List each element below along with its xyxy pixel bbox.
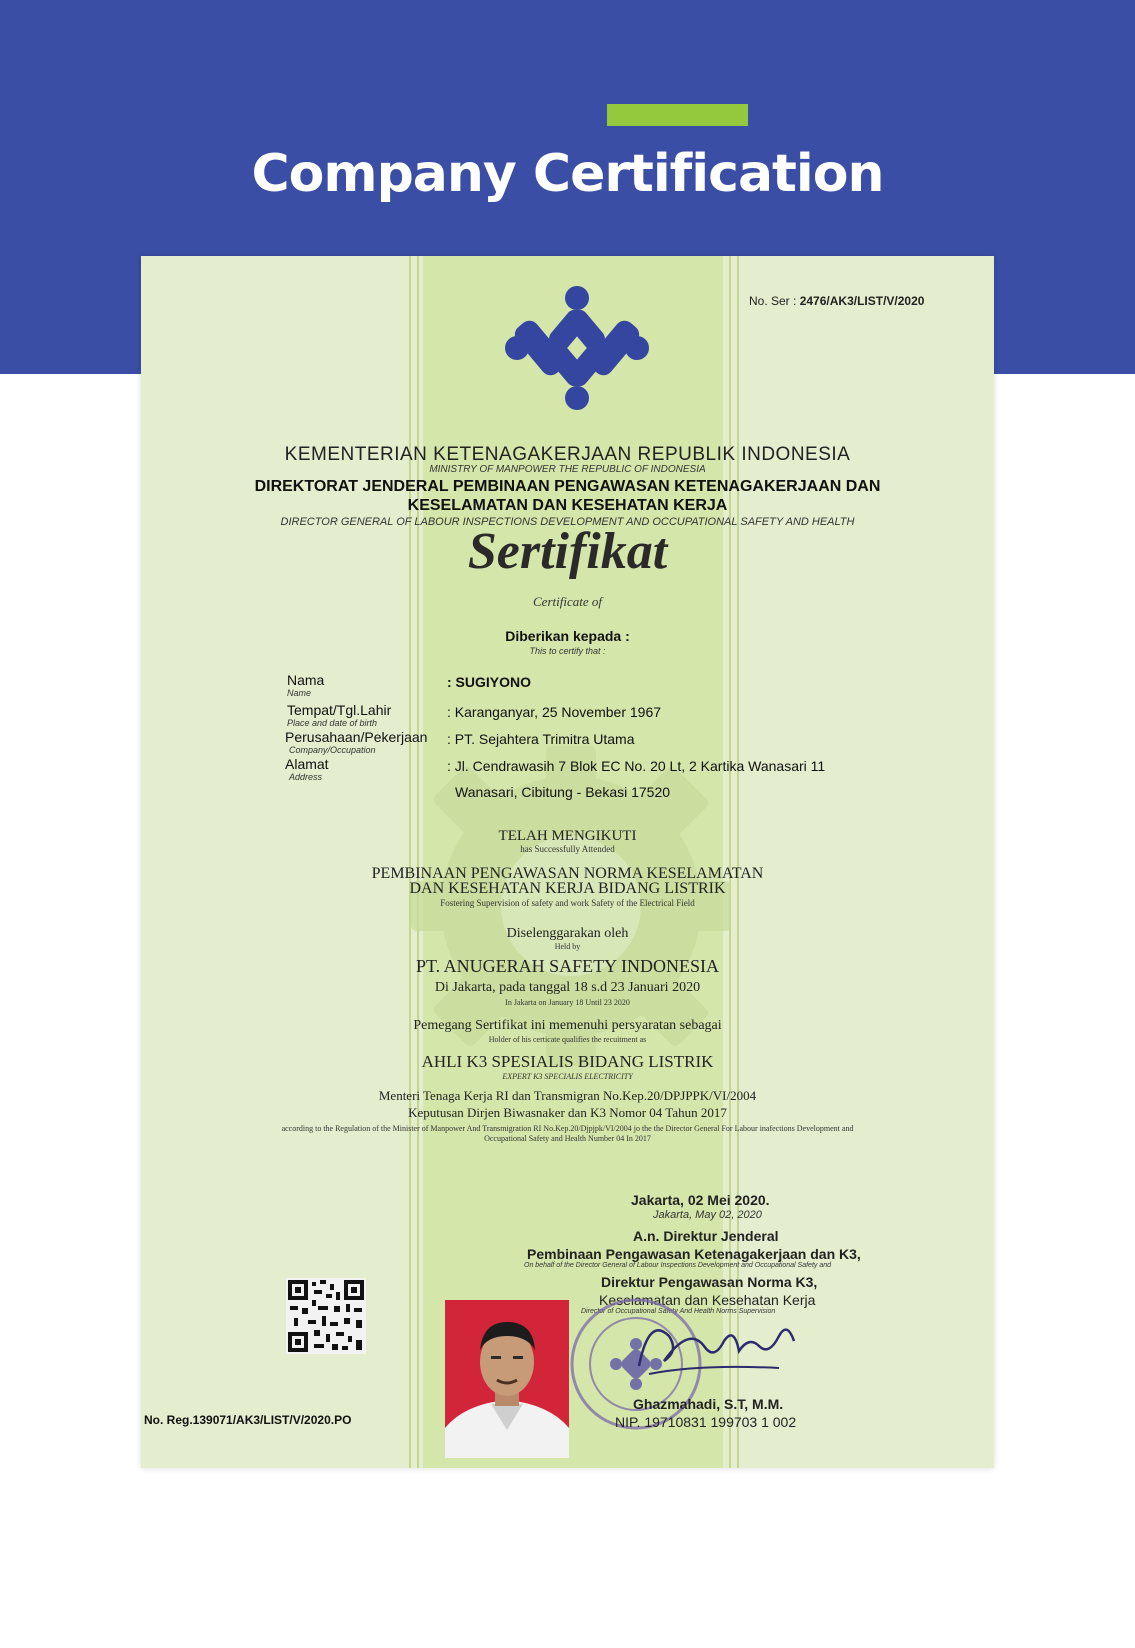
serial-label: No. Ser : bbox=[749, 294, 797, 308]
regulation-en-line2: Occupational Safety and Health Number 04 In 2017 bbox=[484, 1134, 651, 1143]
regulation-line2: Keputusan Dirjen Biwasnaker dan K3 Nomor 04 Tahun 2017 bbox=[408, 1105, 727, 1120]
directorate-en: DIRECTOR GENERAL OF LABOUR INSPECTIONS DEVELOPMENT AND OCCUPATIONAL SAFETY AND HEALTH bbox=[280, 516, 855, 528]
directorate-line2: KESELAMATAN DAN KESEHATAN KERJA bbox=[407, 497, 728, 514]
field-label-address: Alamat bbox=[285, 756, 329, 772]
signer-unit-en: On behalf of the Director General of Labour Inspections Development and Occupational Safety and bbox=[524, 1262, 832, 1269]
field-value-address-line2: Wanasari, Cibitung - Bekasi 17520 bbox=[455, 784, 671, 800]
signer-nip: NIP. 19710831 199703 1 002 bbox=[615, 1414, 797, 1430]
signer-title: Direktur Pengawasan Norma K3, bbox=[601, 1274, 818, 1290]
registration-number: No. Reg.139071/AK3/LIST/V/2020.PO bbox=[144, 1413, 352, 1427]
signer-unit: Pembinaan Pengawasan Ketenagakerjaan dan K3, bbox=[527, 1246, 861, 1262]
signature-icon bbox=[629, 1306, 799, 1386]
holder-statement-en: Holder of his certicate qualifies the recuitment as bbox=[488, 1035, 647, 1044]
holder-photo bbox=[445, 1300, 569, 1458]
ministry-name: KEMENTERIAN KETENAGAKERJAAN REPUBLIK INDONESIA bbox=[284, 444, 851, 465]
page-title: Company Certification bbox=[251, 144, 884, 204]
person-photo-icon bbox=[445, 1300, 569, 1458]
regulation-en-line1: according to the Regulation of the Minister of Manpower And Transmigration RI No.Kep.20/Djpjpk/VI/2004 jo the the Director General For Labour inafections Development and bbox=[281, 1124, 854, 1133]
field-value-company: : PT. Sejahtera Trimitra Utama bbox=[447, 731, 635, 747]
field-value-birth: : Karanganyar, 25 November 1967 bbox=[447, 704, 662, 720]
certificate-heading: Sertifikat bbox=[467, 523, 668, 580]
signer-title-line2: Keselamatan dan Kesehatan Kerja bbox=[599, 1292, 816, 1308]
training-date: Di Jakarta, pada tanggal 18 s.d 23 Januari 2020 bbox=[434, 980, 701, 995]
course-line1: PEMBINAAN PENGAWASAN NORMA KESELAMATAN bbox=[371, 865, 764, 882]
held-by-label: Diselenggarakan oleh bbox=[506, 926, 629, 941]
certificate-heading-en: Certificate of bbox=[533, 594, 602, 609]
training-date-en: In Jakarta on January 18 Until 23 2020 bbox=[505, 998, 630, 1007]
directorate-line1: DIREKTORAT JENDERAL PEMBINAAN PENGAWASAN KETENAGAKERJAAN DAN bbox=[254, 478, 881, 495]
holder-statement: Pemegang Sertifikat ini memenuhi persyaratan sebagai bbox=[413, 1018, 722, 1033]
issue-place-date-en: Jakarta, May 02, 2020 bbox=[653, 1209, 762, 1221]
field-label-birth-en: Place and date of birth bbox=[287, 718, 378, 728]
ministry-logo-icon bbox=[497, 278, 657, 418]
qualification-role-en: EXPERT K3 SPECIALIS ELECTRICITY bbox=[502, 1072, 633, 1081]
on-behalf-label: A.n. Direktur Jenderal bbox=[633, 1228, 779, 1244]
signer-name: Ghazmahadi, S.T, M.M. bbox=[633, 1396, 784, 1412]
qualification-role: AHLI K3 SPESIALIS BIDANG LISTRIK bbox=[421, 1052, 714, 1071]
field-label-name: Nama bbox=[287, 672, 325, 688]
field-label-address-en: Address bbox=[289, 772, 323, 782]
field-value-name: : SUGIYONO bbox=[447, 674, 532, 690]
field-label-name-en: Name bbox=[287, 688, 312, 698]
header-accent-bar bbox=[607, 104, 748, 126]
field-label-birth: Tempat/Tgl.Lahir bbox=[287, 702, 392, 718]
issue-place-date: Jakarta, 02 Mei 2020. bbox=[631, 1192, 770, 1208]
field-label-company-en: Company/Occupation bbox=[289, 745, 376, 755]
given-to-en: This to certify that : bbox=[529, 646, 606, 656]
regulation-line1: Menteri Tenaga Kerja RI dan Transmigran No.Kep.20/DPJPPK/VI/2004 bbox=[378, 1088, 757, 1103]
field-label-company: Perusahaan/Pekerjaan bbox=[285, 729, 428, 745]
field-value-address: : Jl. Cendrawasih 7 Blok EC No. 20 Lt, 2 Kartika Wanasari 11 bbox=[447, 758, 826, 774]
given-to: Diberikan kepada : bbox=[505, 628, 630, 644]
attended-label-en: has Successfully Attended bbox=[520, 844, 615, 854]
course-en: Fostering Supervision of safety and work Safety of the Electrical Field bbox=[440, 898, 695, 908]
attended-label: TELAH MENGIKUTI bbox=[498, 828, 637, 844]
serial-value: 2476/AK3/LIST/V/2020 bbox=[799, 294, 925, 308]
qr-code-icon bbox=[286, 1278, 366, 1354]
organizer-name: PT. ANUGERAH SAFETY INDONESIA bbox=[415, 956, 719, 976]
course-line2: DAN KESEHATAN KERJA BIDANG LISTRIK bbox=[409, 880, 726, 897]
ministry-name-en: MINISTRY OF MANPOWER THE REPUBLIC OF INDONESIA bbox=[429, 464, 706, 475]
held-by-label-en: Held by bbox=[554, 942, 581, 951]
certificate-document bbox=[141, 256, 994, 1468]
signer-title-line2-en: Director of Occupational Safety And Health Norms Supervision bbox=[581, 1308, 776, 1315]
serial-number bbox=[749, 294, 924, 308]
